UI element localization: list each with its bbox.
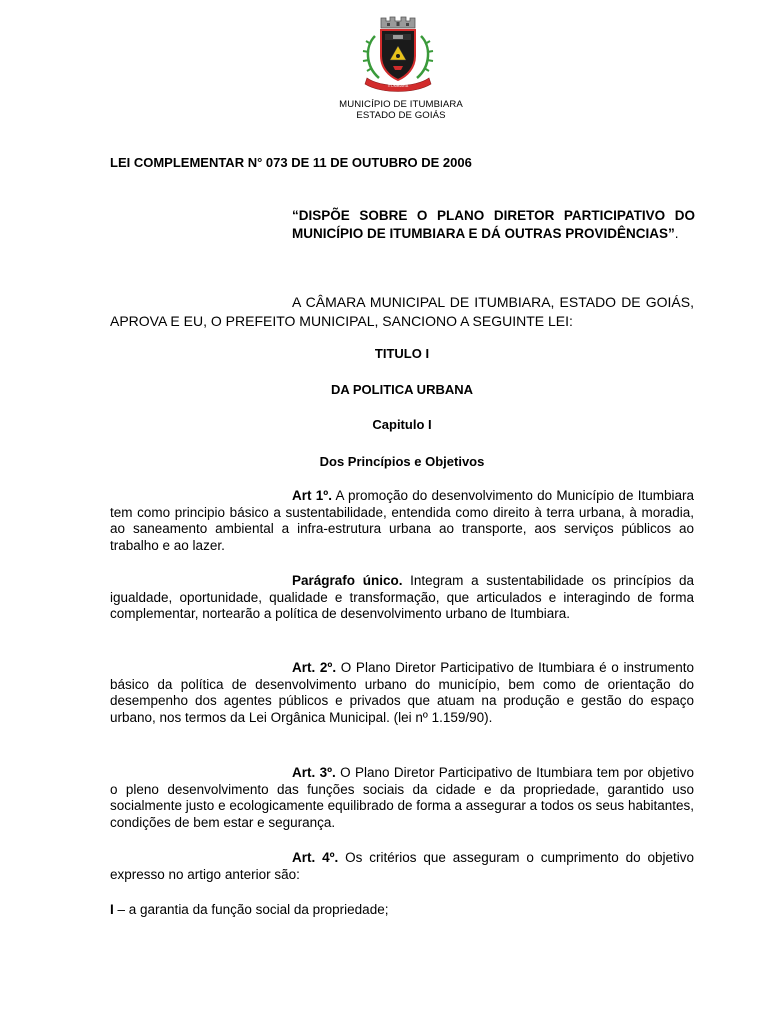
article-1 xyxy=(110,488,694,554)
ementa xyxy=(292,207,695,243)
crest-motto: ITUMBIARA xyxy=(387,84,409,88)
coat-of-arms-logo xyxy=(357,12,439,96)
article-text: Integram a sustentabilidade os princípios da igualdade, oportunidade, qualidade e transformação, que articulados e interagindo de forma complementar, nortearão a política de desenvolvimento urbano de Itumbiara. xyxy=(110,573,694,621)
inciso-lead: I xyxy=(110,902,114,917)
ementa-end: . xyxy=(674,226,679,241)
article-lead: Art. 2º. xyxy=(292,660,337,675)
ementa-text: “DISPÕE SOBRE O PLANO DIRETOR PARTICIPATIVO DO MUNICÍPIO DE ITUMBIARA E DÁ OUTRAS PROVIDÊNCIAS” xyxy=(292,208,695,241)
article-text: O Plano Diretor Participativo de Itumbiara tem por objetivo o pleno desenvolvimento das funções sociais da cidade e da propriedade, garantido uso socialmente justo e ecologicamente equilibrado de forma a assegurar a todos os seus habitantes, condições de bem estar e segurança. xyxy=(110,765,694,830)
paragrafo-unico xyxy=(110,573,694,623)
inciso-text: – a garantia da função social da propriedade; xyxy=(113,902,389,917)
municipality-name: MUNICÍPIO DE ITUMBIARA xyxy=(339,99,463,110)
heading-politica-urbana: DA POLITICA URBANA xyxy=(330,382,474,397)
article-lead: Art 1º. xyxy=(292,488,332,503)
article-2 xyxy=(110,660,694,726)
article-4 xyxy=(110,850,694,883)
article-lead: Parágrafo único. xyxy=(292,573,403,588)
heading-principios-objetivos: Dos Princípios e Objetivos xyxy=(319,454,485,469)
article-text: O Plano Diretor Participativo de Itumbiara é o instrumento básico da política de desenvolvimento urbano do município, bem como de orientação do desempenho dos agentes públicos e privados que atuam na produção e gestão do espaço urbano, nos termos da Lei Orgânica Municipal. (lei nº 1.159/90). xyxy=(110,660,694,725)
heading-capitulo: Capitulo I xyxy=(372,417,432,432)
article-lead: Art. 4º. xyxy=(292,850,339,865)
article-lead: Art. 3º. xyxy=(292,765,336,780)
heading-titulo: TITULO I xyxy=(374,346,430,361)
article-text: A promoção do desenvolvimento do Município de Itumbiara tem como principio básico a sustentabilidade, entendida como direito à terra urbana, à moradia, ao saneamento ambiental a infra-estrutura urbana ao transporte, aos serviços públicos ao trabalho e ao lazer. xyxy=(110,488,694,553)
inciso-1 xyxy=(110,902,694,919)
state-name: ESTADO DE GOIÁS xyxy=(356,110,446,121)
law-title: LEI COMPLEMENTAR N° 073 DE 11 DE OUTUBRO DE 2006 xyxy=(110,155,472,170)
article-3 xyxy=(110,765,694,831)
enactment-clause: A CÂMARA MUNICIPAL DE ITUMBIARA, ESTADO DE GOIÁS, APROVA E EU, O PREFEITO MUNICIPAL, SANCIONO A SEGUINTE LEI: xyxy=(110,294,694,329)
article-text: Os critérios que asseguram o cumprimento do objetivo expresso no artigo anterior são: xyxy=(110,850,694,882)
